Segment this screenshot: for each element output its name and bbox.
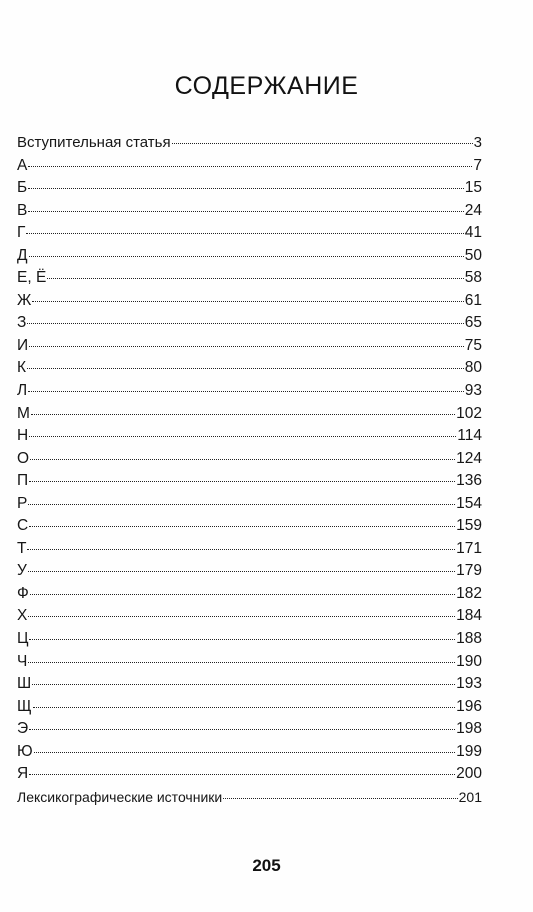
toc-entry-label: Ф	[17, 584, 29, 602]
toc-entry-label: Ж	[17, 291, 32, 309]
toc-entry-page: 200	[456, 765, 482, 783]
toc-entry-label: Ц	[17, 630, 29, 648]
dot-leader	[172, 143, 473, 144]
dot-leader	[32, 301, 463, 302]
toc-entry-page: 159	[456, 517, 482, 535]
toc-entry	[17, 696, 482, 719]
toc-entry-page: 193	[456, 675, 482, 693]
toc-entry-label: О	[17, 449, 30, 467]
toc-entry-page: 7	[473, 156, 482, 174]
dot-leader	[32, 684, 455, 685]
toc-entry-page: 182	[456, 584, 482, 602]
toc-entry-label: С	[17, 517, 29, 535]
toc-entry-label: А	[17, 156, 28, 174]
toc-entry-page: 124	[456, 449, 482, 467]
toc-entry	[17, 718, 482, 741]
toc-entry-page: 188	[456, 630, 482, 648]
toc-entry-label: Щ	[17, 697, 32, 715]
dot-leader	[28, 571, 455, 572]
toc-entry	[17, 470, 482, 493]
toc-entry	[17, 222, 482, 245]
toc-entry-page: 65	[464, 314, 482, 332]
toc-entry-label: Д	[17, 246, 28, 264]
toc-entry-label: Л	[17, 382, 28, 400]
dot-leader	[27, 549, 455, 550]
dot-leader	[28, 211, 463, 212]
dot-leader	[33, 707, 456, 708]
dot-leader	[29, 526, 455, 527]
toc-entry	[17, 200, 482, 223]
toc-entry-page: 171	[456, 539, 482, 557]
toc-entry-page: 196	[456, 697, 482, 715]
dot-leader	[31, 414, 455, 415]
toc-entry	[17, 515, 482, 538]
toc-entry	[17, 628, 482, 651]
toc-entry-label: З	[17, 314, 27, 332]
toc-entry	[17, 741, 482, 764]
toc-entry-page: 102	[456, 404, 482, 422]
toc-entry-page: 201	[458, 788, 482, 805]
dot-leader	[28, 616, 455, 617]
dot-leader	[30, 594, 455, 595]
toc-entry	[17, 425, 482, 448]
toc-entry-page: 154	[456, 494, 482, 512]
toc-entry	[17, 177, 482, 200]
toc-entry-page: 80	[464, 359, 482, 377]
toc-entry-label: Ч	[17, 652, 28, 670]
dot-leader	[29, 729, 455, 730]
toc-entry	[17, 267, 482, 290]
toc-entry-page: 3	[473, 134, 482, 151]
toc-entry-label: Вступительная статья	[17, 134, 171, 151]
toc-entry-page: 198	[456, 720, 482, 738]
dot-leader	[30, 459, 455, 460]
toc-entry-page: 136	[456, 472, 482, 490]
toc-entry-page: 50	[464, 246, 482, 264]
toc-entry-label: Н	[17, 427, 29, 445]
dot-leader	[28, 662, 455, 663]
toc-entry	[17, 651, 482, 674]
dot-leader	[29, 639, 455, 640]
page-number: 205	[252, 856, 281, 875]
toc-entry-label: И	[17, 336, 29, 354]
toc-entry	[17, 290, 482, 313]
toc-entry	[17, 132, 482, 155]
toc-entry-label: Ш	[17, 675, 32, 693]
toc-entry-label: Б	[17, 179, 28, 197]
toc-entry-page: 41	[464, 224, 482, 242]
toc-entry	[17, 583, 482, 606]
toc-entry	[17, 493, 482, 516]
toc-entry-page: 184	[456, 607, 482, 625]
toc-entry	[17, 380, 482, 403]
toc-entry-label: Лексикографические источники	[17, 788, 223, 805]
toc-entry	[17, 155, 482, 178]
toc-entry-label: К	[17, 359, 27, 377]
toc-entry-label: Р	[17, 494, 28, 512]
toc-entry-label: У	[17, 562, 27, 580]
toc-entry	[17, 786, 482, 809]
toc-entry	[17, 538, 482, 561]
toc-entry-label: П	[17, 472, 29, 490]
page-title: СОДЕРЖАНИЕ	[174, 72, 359, 100]
toc-entry-page: 93	[464, 382, 482, 400]
dot-leader	[29, 436, 456, 437]
toc-entry-label: Х	[17, 607, 28, 625]
toc-entry-label: В	[17, 201, 28, 219]
dot-leader	[47, 278, 463, 279]
dot-leader	[29, 256, 464, 257]
toc-entry	[17, 312, 482, 335]
toc-entry	[17, 335, 482, 358]
toc-entry-label: Я	[17, 765, 29, 783]
toc-entry	[17, 673, 482, 696]
toc-entry-page: 179	[456, 562, 482, 580]
toc-entry-label: Т	[17, 539, 27, 557]
dot-leader	[27, 368, 464, 369]
toc-entry-label: Г	[17, 224, 26, 242]
dot-leader	[28, 188, 464, 189]
dot-leader	[29, 346, 464, 347]
dot-leader	[29, 481, 455, 482]
toc-entry	[17, 605, 482, 628]
dot-leader	[27, 323, 463, 324]
toc-entry	[17, 448, 482, 471]
toc-entry-page: 15	[464, 179, 482, 197]
dot-leader	[29, 774, 455, 775]
dot-leader	[26, 233, 463, 234]
toc-entry-page: 199	[456, 742, 482, 760]
toc-entry-page: 190	[456, 652, 482, 670]
toc-entry-page: 114	[457, 427, 482, 445]
toc-entry	[17, 560, 482, 583]
toc-entry-label: Е, Ё	[17, 269, 47, 287]
toc-entry-page: 24	[464, 201, 482, 219]
dot-leader	[34, 752, 455, 753]
toc-entry	[17, 357, 482, 380]
toc-entry-page: 61	[464, 291, 482, 309]
dot-leader	[223, 798, 457, 799]
toc-entry-page: 75	[464, 336, 482, 354]
dot-leader	[28, 504, 455, 505]
table-of-contents	[17, 132, 482, 808]
toc-entry-label: Э	[17, 720, 29, 738]
dot-leader	[28, 166, 472, 167]
toc-entry-page: 58	[464, 269, 482, 287]
toc-entry	[17, 403, 482, 426]
toc-entry-label: М	[17, 404, 30, 422]
toc-entry	[17, 245, 482, 268]
dot-leader	[28, 391, 464, 392]
toc-entry-label: Ю	[17, 742, 33, 760]
toc-entry	[17, 763, 482, 786]
